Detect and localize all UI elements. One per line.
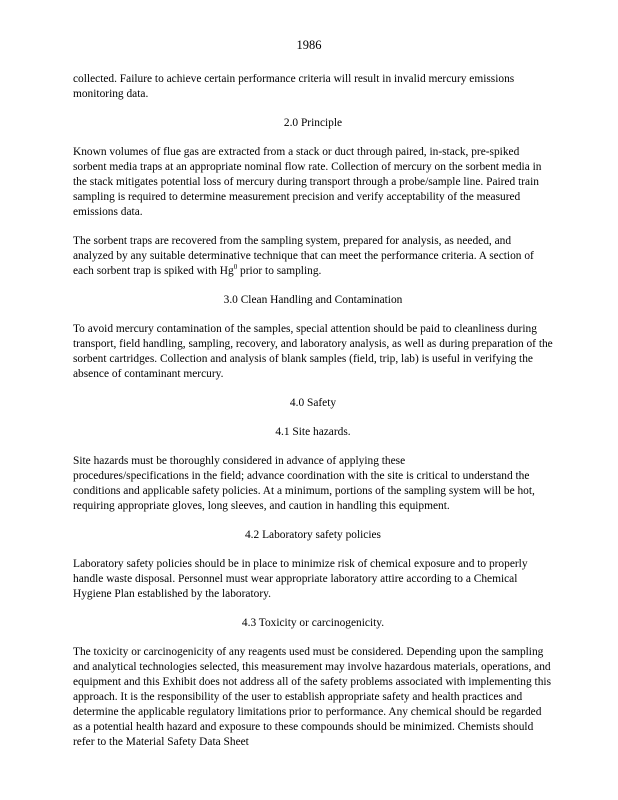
subsection-heading-site-hazards: 4.1 Site hazards. [275,426,351,438]
clean-handling-paragraph: To avoid mercury contamination of the samples, special attention should be paid to cleanliness during transport, field handling, sampling, recovery, and laboratory analysis, as well as during preparation of the sorbent cartridges. Collection and analysis of blank samples (field, trip, lab) is useful in verifying the absence of contaminant mercury. [73,323,553,380]
site-hazards-line-1: Site hazards must be thoroughly considered in advance of applying these [73,455,406,467]
document-body [73,72,553,764]
principle-paragraph-2-text-a: The sorbent traps are recovered from the sampling system, prepared for analysis, as needed, and analyzed by any suitable determinative technique that can meet the performance criteria. A section of each sorbent trap is spiked with Hg [73,235,534,277]
page-number: 1986 [296,38,322,52]
principle-paragraph-1: Known volumes of flue gas are extracted from a stack or duct through paired, in-stack, pre-spiked sorbent media traps at an appropriate nominal flow rate. Collection of mercury on the sorbent media in the stack mitigates potential loss of mercury during transport through a probe/sample line. Paired train sampling is required to determine measurement precision and verify acceptability of the measured emissions data. [73,146,542,218]
section-heading-principle: 2.0 Principle [283,117,343,129]
subsection-heading-lab-safety: 4.2 Laboratory safety policies [244,529,381,541]
lab-safety-paragraph: Laboratory safety policies should be in place to minimize risk of chemical exposure and to properly handle waste disposal. Personnel must wear appropriate laboratory attire according to a Chemical Hygiene Plan established by the laboratory. [73,558,528,600]
hg-superscript: 0 [233,263,238,272]
principle-paragraph-2 [73,234,553,279]
site-hazards-paragraph [73,454,553,514]
subsection-heading-toxicity: 4.3 Toxicity or carcinogenicity. [241,617,385,629]
intro-paragraph: collected. Failure to achieve certain performance criteria will result in invalid mercury emissions monitoring data. [73,73,515,100]
section-heading-safety: 4.0 Safety [289,397,337,409]
site-hazards-rest: procedures/specifications in the field; advance coordination with the site is critical to understand the conditions and applicable safety policies. At a minimum, portions of the sampling system will be hot, requiring appropriate gloves, long sleeves, and caution in handling this equipment. [73,470,535,512]
toxicity-paragraph: The toxicity or carcinogenicity of any reagents used must be considered. Depending upon the sampling and analytical technologies selected, this measurement may involve hazardous materials, operations, and equipment and this Exhibit does not address all of the safety problems associated with implementing this approach. It is the responsibility of the user to establish appropriate safety and health practices and determine the applicable regulatory limitations prior to performance. Any chemical should be regarded as a potential health hazard and exposure to these compounds should be minimized. Chemists should refer to the Material Safety Data Sheet [73,646,552,748]
principle-paragraph-2-text-b: prior to sampling. [237,265,322,277]
section-heading-clean-handling: 3.0 Clean Handling and Contamination [223,294,403,306]
